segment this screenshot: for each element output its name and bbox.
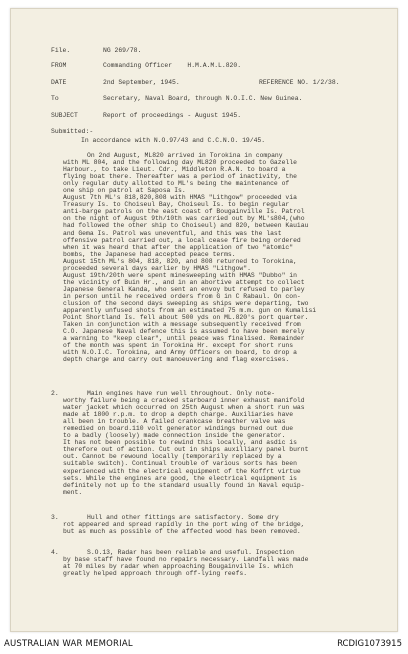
text-line: sets. While the engines are good, the electrical equipment is [63, 474, 297, 482]
text-line: Treasury Is. to Choiseul Bay, Choiseul Is. to begin regular [63, 201, 290, 209]
intro-line: In accordance with N.O.97/43 and C.C.N.O. 19/45. [81, 137, 266, 144]
text-line: Harbour., to take Lieut. Cdr., Middleton R.A.N. to board a [63, 166, 286, 174]
subject-value: Report of proceedings - August 1945. [103, 112, 242, 119]
text-line: on the night of August 9th/10th was carried out by ML's804,(who [63, 215, 305, 223]
paragraph-3-number: 3. [51, 514, 59, 521]
text-line: worthy failure being a cracked starboard inner exhaust manifold [63, 397, 305, 405]
date-value: 2nd September, 1945. [103, 79, 180, 86]
text-line: offensive patrol carried out, a local cease fire being ordered [63, 236, 301, 244]
text-line: flying boat there. Thereafter was a period of inactivity, the [63, 173, 297, 181]
date-label: DATE [51, 79, 67, 86]
text-line: therefore out of action. Cut out in ships auxilliary panel burnt [63, 446, 309, 454]
submitted-line: Submitted:- [51, 128, 94, 135]
text-line: in person until he received orders from G in C Rabaul. On con- [63, 292, 301, 300]
text-line: only regular duty allotted to ML's being the maintenance of [63, 180, 290, 188]
paragraph-2 [63, 390, 363, 496]
text-line: bombs, the Japanese had accepted peace terms. [63, 250, 236, 258]
text-line: had followed the other ship to Choiseul) and 820, between Kauiau [63, 222, 309, 230]
text-line: experienced with the electrical equipment of the Koffrt virtue [63, 467, 301, 475]
text-line: the vicinity of Buin Hr., and in an abortive attempt to collect [63, 278, 305, 286]
to-value: Secretary, Naval Board, through N.O.I.C. New Guinea. [103, 95, 303, 102]
text-line: Main engines have run well throughout. Only note- [87, 390, 275, 397]
from-label: FROM [51, 62, 67, 69]
paragraph-2-number: 2. [51, 390, 59, 397]
text-line: suitable switch). Continual trouble of various sorts has been [63, 460, 297, 468]
text-line: August 19th/20th were spent minesweeping with HMAS "Dubbo" in [63, 271, 297, 279]
text-line: one ship on patrol at Saposa Is. [63, 187, 186, 195]
text-line: proceeded several days earlier by HMAS "Lithgow". [63, 264, 251, 272]
text-line: to a badly (loosely) made connection inside the generator. [63, 432, 286, 440]
file-number: NG 269/78. [103, 47, 142, 54]
paragraph-3 [63, 514, 363, 535]
text-line: by base staff have found no repairs necessary. Landfall was made [63, 556, 309, 564]
text-line: when it was heard that after the application of two "atomic" [63, 243, 294, 251]
text-line: water jacket which occurred on 25th August when a short run was [63, 404, 305, 412]
text-line: Taken in conjunction with a message subsequently received from [63, 321, 301, 329]
text-line: August 15th ML's 804, 818, 820, and 808 returned to Torokina, [63, 257, 297, 265]
text-line: and Gema Is. Patrol was uneventful, and this was the last [63, 229, 282, 237]
text-line: but as much as possible of the affected wood has been removed. [63, 528, 301, 536]
text-line: a warning to "keep clear", until peace was finalised. Remainder [63, 335, 305, 343]
text-line: with N.O.I.C. Torokina, and Army Officers on board, to drop a [63, 349, 297, 357]
text-line: clusion of the second days sweeping as ships were departing, two [63, 299, 309, 307]
text-line: at 70 miles by radar when approaching Bougainville Is. which [63, 563, 294, 571]
text-line: of the month was spent in Torokina Hr. except for short runs [63, 342, 294, 350]
text-line: rot appeared and spread rapidly in the port wing of the bridge, [63, 521, 305, 529]
paragraph-4-number: 4. [51, 549, 59, 556]
text-line: remedied on board.110 volt generator windings burned out due [63, 425, 294, 433]
paragraph-4 [63, 549, 363, 577]
from-value: Commanding Officer H.M.A.M.L.820. [103, 62, 242, 69]
text-line: apparently unfused shots from an estimated 75 m.m. gun on Kumalisi [63, 307, 317, 315]
text-line: August 7th ML's 818,820,808 with HMAS "Lithgow" proceeded via [63, 194, 297, 202]
paragraph-1 [63, 152, 363, 363]
archive-footer [0, 634, 408, 654]
document-page [10, 8, 398, 632]
text-line: Point Shortland Is. fell about 500 yds on ML.820's port quarter. [63, 314, 309, 322]
record-id: RCDIG1073915 [337, 639, 402, 649]
subject-label: SUBJECT [51, 112, 78, 119]
text-line: anti-barge patrols on the east coast of Bougainville Is. Patrol [63, 208, 305, 216]
text-line: Japanese General Kanda, who sent an envoy but refused to parley [63, 285, 305, 293]
file-label: File. [51, 47, 71, 54]
text-line: greatly helped approach through off-lying reefs. [63, 570, 248, 578]
text-line: It has not been possible to rewind this locally, and asdic is [63, 439, 297, 447]
text-line: made at 1800 r.p.m. to drop a depth charge. Auxiliaries have [63, 411, 294, 419]
text-line: definitely not up to the standard usually found in Naval equip- [63, 481, 305, 489]
text-line: Hull and other fittings are satisfactory. Some dry [87, 514, 279, 521]
text-line: ment. [63, 488, 83, 496]
text-line: depth charge and carry out manoeuvering and flag exercises. [63, 356, 290, 364]
archive-name: AUSTRALIAN WAR MEMORIAL [4, 639, 133, 649]
reference-number: REFERENCE NO. 1/2/38. [259, 79, 340, 86]
text-line: all been in trouble. A failed crankcase breather valve was [63, 418, 286, 426]
text-line: C.O. Japanese Naval defence this is assumed to have been merely [63, 328, 305, 336]
text-line: out. Cannot be rewound locally (temporarily replaced by a [63, 453, 282, 461]
to-label: To [51, 95, 59, 102]
text-line: On 2nd August, ML820 arrived in Torokina in company [87, 152, 283, 159]
text-line: S.O.13, Radar has been reliable and useful. Inspection [87, 549, 295, 556]
text-line: with ML 804, and the following day ML820 proceeded to Gazelle [63, 159, 297, 167]
